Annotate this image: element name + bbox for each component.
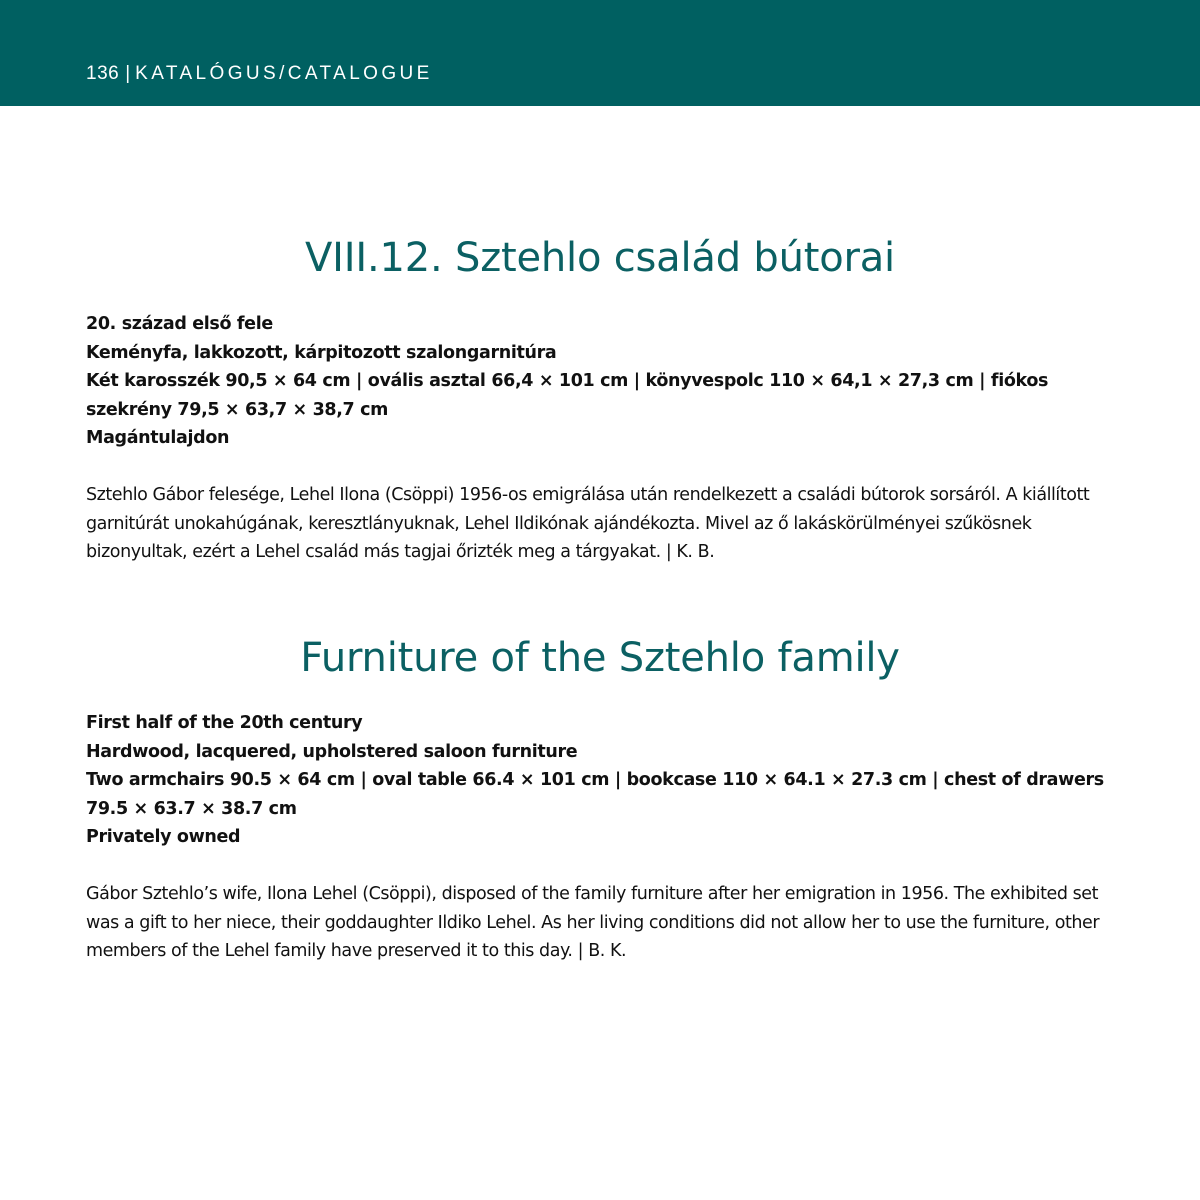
meta-hungarian [86, 310, 1116, 453]
title-english: Furniture of the Sztehlo family [300, 635, 900, 681]
meta-dimensions: Két karosszék 90,5 × 64 cm | ovális asztal 66,4 × 101 cm | könyvespolc 110 × 64,1 × 27,3 cm | fiókos szekrény 79,5 × 63,7 × 38,7 cm [86, 371, 1049, 420]
meta-ownership: Magántulajdon [86, 428, 230, 448]
section-name: KATALÓGUS/CATALOGUE [135, 63, 433, 84]
page-number: 136 [86, 63, 120, 84]
meta-ownership: Privately owned [86, 827, 241, 847]
meta-date: First half of the 20th century [86, 713, 363, 733]
meta-material: Hardwood, lacquered, upholstered saloon furniture [86, 741, 578, 762]
meta-date: 20. század első fele [86, 314, 273, 334]
header-band [0, 0, 1200, 106]
running-head [86, 62, 433, 86]
meta-english [86, 709, 1116, 852]
body-english: Gábor Sztehlo’s wife, Ilona Lehel (Csöppi), disposed of the family furniture after her emigration in 1956. The exhibited set was a gift to her niece, their goddaughter Ildiko Lehel. As her living conditions did not allow her to use the furniture, other members of the Lehel family have preserved it to this day. | B. K. [86, 884, 1100, 962]
body-hungarian: Sztehlo Gábor felesége, Lehel Ilona (Csöppi) 1956-os emigrálása után rendelkezett a családi bútorok sorsáról. A kiállított garnitúrát unokahúgának, keresztlányuknak, Lehel Ildikónak ajándékozta. Mivel az ő lakáskörülményei szűkösnek bizonyultak, ezért a Lehel család más tagjai őrizték meg a tárgyakat. | K. B. [86, 485, 1090, 563]
meta-dimensions: Two armchairs 90.5 × 64 cm | oval table 66.4 × 101 cm | bookcase 110 × 64.1 × 27.3 cm | chest of drawers 79.5 × 63.7 × 38.7 cm [86, 770, 1104, 819]
title-hungarian: VIII.12. Sztehlo család bútorai [305, 235, 895, 281]
meta-material: Keményfa, lakkozott, kárpitozott szalongarnitúra [86, 342, 557, 363]
header-separator: | [125, 63, 131, 84]
